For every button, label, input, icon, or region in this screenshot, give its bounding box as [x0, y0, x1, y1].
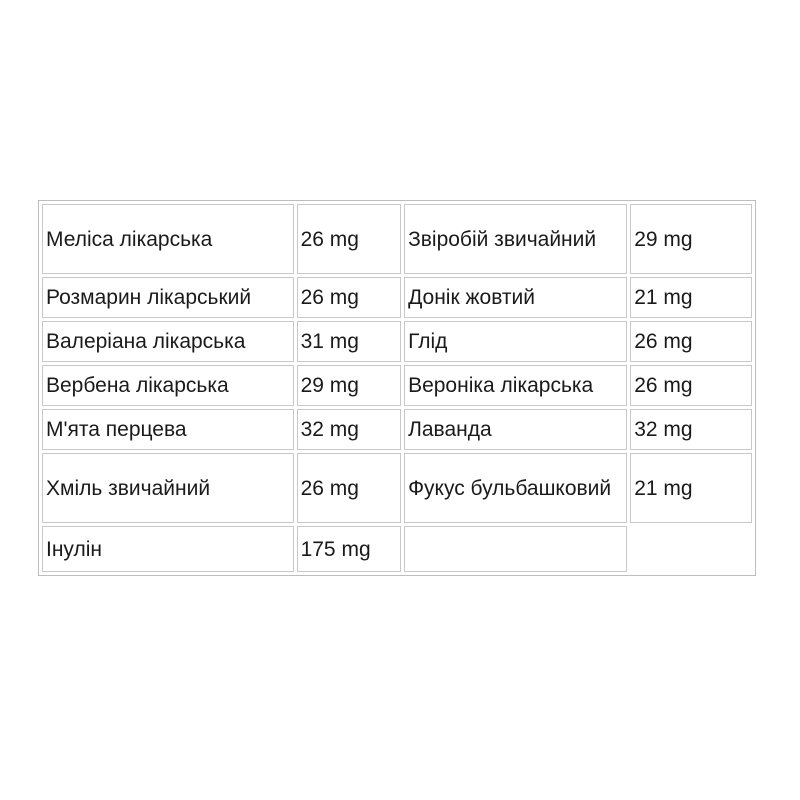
table-row [42, 526, 752, 572]
ingredient-name-cell: Звіробій звичайний [404, 204, 627, 274]
ingredient-name-cell: Валеріана лікарська [42, 321, 294, 362]
ingredient-name-cell: Донік жовтий [404, 277, 627, 318]
ingredient-name-cell: Меліса лікарська [42, 204, 294, 274]
empty-cell [404, 526, 627, 572]
ingredient-amount-cell: 29 mg [297, 365, 401, 406]
ingredient-amount-cell: 31 mg [297, 321, 401, 362]
ingredient-name-cell: Вербена лікарська [42, 365, 294, 406]
ingredient-amount-cell: 175 mg [297, 526, 401, 572]
ingredient-name-cell: Розмарин лікарський [42, 277, 294, 318]
table-row [42, 409, 752, 450]
ingredients-table [38, 200, 756, 576]
ingredient-amount-cell: 32 mg [297, 409, 401, 450]
table-row [42, 453, 752, 523]
ingredient-amount-cell: 32 mg [630, 409, 752, 450]
table-row [42, 204, 752, 274]
table-row [42, 277, 752, 318]
ingredient-amount-cell: 29 mg [630, 204, 752, 274]
ingredient-name-cell: Лаванда [404, 409, 627, 450]
ingredient-amount-cell: 26 mg [630, 365, 752, 406]
ingredient-amount-cell: 21 mg [630, 453, 752, 523]
ingredient-name-cell: Вероніка лікарська [404, 365, 627, 406]
ingredient-amount-cell: 26 mg [297, 453, 401, 523]
table-row [42, 365, 752, 406]
empty-cell [630, 526, 752, 572]
ingredient-amount-cell: 21 mg [630, 277, 752, 318]
ingredient-name-cell: Інулін [42, 526, 294, 572]
ingredient-name-cell: Глід [404, 321, 627, 362]
ingredient-name-cell: Фукус бульбашковий [404, 453, 627, 523]
ingredient-amount-cell: 26 mg [297, 204, 401, 274]
ingredient-name-cell: М'ята перцева [42, 409, 294, 450]
table-row [42, 321, 752, 362]
ingredient-amount-cell: 26 mg [630, 321, 752, 362]
ingredient-name-cell: Хміль звичайний [42, 453, 294, 523]
ingredient-amount-cell: 26 mg [297, 277, 401, 318]
